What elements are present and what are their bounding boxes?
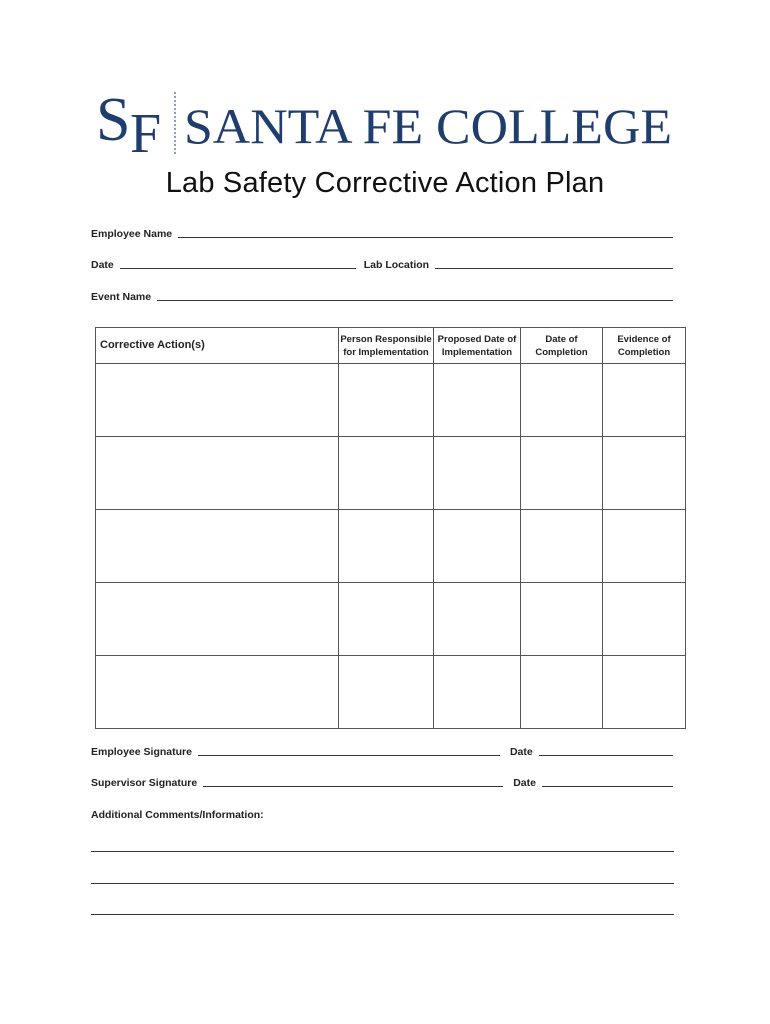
- table-cell[interactable]: [434, 364, 521, 437]
- table-cell[interactable]: [339, 437, 434, 510]
- supervisor-signature-field[interactable]: [203, 785, 503, 787]
- employee-signature-row: [91, 746, 677, 758]
- header-corrective-actions: Corrective Action(s): [96, 328, 339, 364]
- table-cell[interactable]: [96, 364, 339, 437]
- table-cell[interactable]: [339, 364, 434, 437]
- comment-line[interactable]: [91, 851, 674, 852]
- employee-name-label: Employee Name: [91, 228, 173, 240]
- event-name-row: [91, 291, 677, 303]
- date-label: Date: [91, 259, 114, 271]
- table-cell[interactable]: [434, 437, 521, 510]
- header-person-responsible: Person Responsible for Implementation: [339, 328, 434, 364]
- table-cell[interactable]: [434, 583, 521, 656]
- comment-line[interactable]: [91, 914, 674, 915]
- college-logo: [96, 88, 676, 158]
- table-cell[interactable]: [603, 510, 686, 583]
- table-cell[interactable]: [521, 437, 603, 510]
- employee-name-row: [91, 228, 677, 240]
- table-cell[interactable]: [603, 437, 686, 510]
- supervisor-signature-label: Supervisor Signature: [91, 777, 198, 789]
- page-title: Lab Safety Corrective Action Plan: [165, 167, 605, 199]
- event-name-field[interactable]: [157, 299, 673, 301]
- table-cell[interactable]: [603, 583, 686, 656]
- table-cell[interactable]: [339, 510, 434, 583]
- logo-wordmark: SANTA FE COLLEGE: [184, 98, 672, 154]
- table-cell[interactable]: [434, 656, 521, 729]
- header-date-completion: Date of Completion: [521, 328, 603, 364]
- table-cell[interactable]: [521, 510, 603, 583]
- employee-signature-field[interactable]: [198, 754, 500, 756]
- date-field[interactable]: [120, 267, 356, 269]
- comment-line[interactable]: [91, 883, 674, 884]
- employee-signature-label: Employee Signature: [91, 746, 192, 758]
- table-cell[interactable]: [434, 510, 521, 583]
- table-cell[interactable]: [339, 656, 434, 729]
- header-evidence-completion: Evidence of Completion: [603, 328, 686, 364]
- employee-signature-date-field[interactable]: [539, 754, 673, 756]
- supervisor-signature-row: [91, 777, 677, 789]
- header-proposed-date: Proposed Date of Implementation: [434, 328, 521, 364]
- table-cell[interactable]: [96, 437, 339, 510]
- comments-label: Additional Comments/Information:: [91, 809, 264, 821]
- table-cell[interactable]: [521, 583, 603, 656]
- logo-monogram-s: S: [96, 88, 131, 154]
- table-cell[interactable]: [96, 656, 339, 729]
- table-row: [96, 437, 686, 510]
- lab-location-field[interactable]: [435, 267, 673, 269]
- table-row: [96, 510, 686, 583]
- table-cell[interactable]: [339, 583, 434, 656]
- table-row: [96, 364, 686, 437]
- table-cell[interactable]: [603, 364, 686, 437]
- supervisor-signature-date-field[interactable]: [542, 785, 673, 787]
- table-cell[interactable]: [521, 364, 603, 437]
- employee-signature-date-label: Date: [509, 746, 533, 758]
- supervisor-signature-date-label: Date: [513, 777, 536, 789]
- table-cell[interactable]: [96, 510, 339, 583]
- corrective-action-table: [95, 327, 686, 729]
- lab-location-label: Lab Location: [363, 259, 430, 271]
- comments-row: [91, 809, 677, 821]
- date-location-row: [91, 259, 677, 271]
- table-cell[interactable]: [521, 656, 603, 729]
- table-cell[interactable]: [603, 656, 686, 729]
- event-name-label: Event Name: [91, 291, 152, 303]
- logo-monogram-f: F: [130, 103, 162, 158]
- table-row: [96, 583, 686, 656]
- table-header-row: [96, 328, 686, 364]
- table-cell[interactable]: [96, 583, 339, 656]
- employee-name-field[interactable]: [178, 236, 673, 238]
- table-row: [96, 656, 686, 729]
